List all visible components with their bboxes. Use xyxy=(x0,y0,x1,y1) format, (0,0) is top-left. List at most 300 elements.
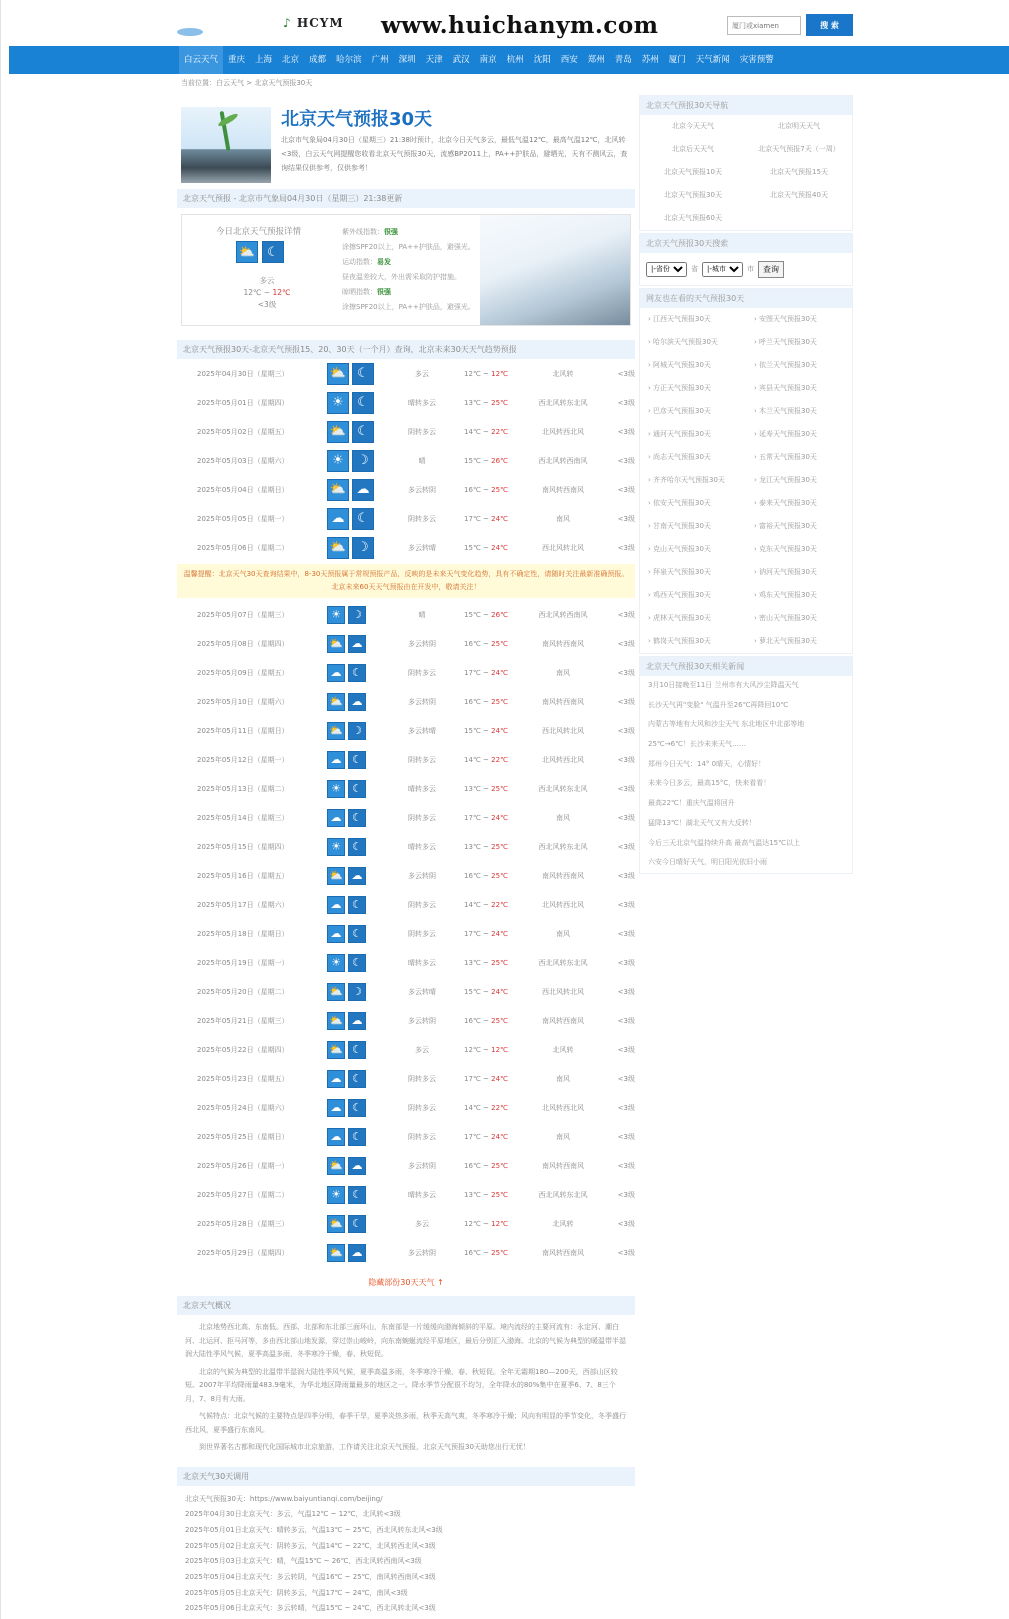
forecast-icons xyxy=(327,1041,393,1059)
forecast-temp: 17℃ ~ 24℃ xyxy=(464,813,508,822)
forecast-date: 2025年05月13日（星期二） xyxy=(197,784,289,793)
side-hot-links xyxy=(640,308,852,653)
side-nav-link[interactable]: 北京天气预报7天（一周） xyxy=(758,145,840,153)
search-input[interactable] xyxy=(727,16,801,35)
forecast-date: 2025年05月12日（星期一） xyxy=(197,755,289,764)
cloudy-icon: ⛅ xyxy=(327,1157,345,1175)
forecast-temp: 15℃ ~ 24℃ xyxy=(464,543,508,552)
forecast-date: 2025年05月25日（星期日） xyxy=(197,1132,289,1141)
forecast-icons xyxy=(327,421,393,443)
forecast-high: 25℃ xyxy=(491,784,508,793)
forecast-weather: 阴转多云 xyxy=(408,900,436,909)
cloudy-night-icon: ☾ xyxy=(352,421,374,443)
forecast-date: 2025年04月30日（星期三） xyxy=(197,369,289,378)
forecast-date: 2025年05月02日（星期五） xyxy=(197,427,289,436)
forecast-high: 24℃ xyxy=(491,543,508,552)
index-name: 晾晒指数： xyxy=(342,288,377,296)
section-today-header: 北京天气预报 - 北京市气象局04月30日（星期三）21:38更新 xyxy=(177,189,635,208)
nav-item[interactable]: 青岛 xyxy=(614,55,632,65)
forecast-temp: 13℃ ~ 25℃ xyxy=(464,842,508,851)
forecast-wind: 西北风转东北风 xyxy=(538,958,588,967)
forecast-low: 12℃ xyxy=(464,1045,481,1054)
overcast-icon: ☁ xyxy=(327,1128,345,1146)
forecast-wind: 西北风转东北风 xyxy=(538,398,588,407)
forecast-wind: 南风 xyxy=(556,813,570,822)
cloudy-night-icon: ☾ xyxy=(348,838,366,856)
side-nav-link[interactable]: 北京后天天气 xyxy=(672,145,714,153)
overcast-icon: ☁ xyxy=(348,1157,366,1175)
forecast-high: 25℃ xyxy=(491,1190,508,1199)
cloudy-icon: ⛅ xyxy=(327,421,349,443)
forecast-row xyxy=(177,803,635,832)
side-hot-link[interactable]: › 甘南天气预报30天 xyxy=(648,522,711,530)
forecast-temp: 16℃ ~ 25℃ xyxy=(464,697,508,706)
forecast-wind: 南风转西南风 xyxy=(542,1248,584,1257)
forecast-date: 2025年05月20日（星期二） xyxy=(197,987,289,996)
forecast-icons xyxy=(327,838,393,856)
today-panel xyxy=(181,214,631,326)
forecast-weather: 多云 xyxy=(415,1219,429,1228)
intro xyxy=(177,95,635,187)
overcast-icon: ☁ xyxy=(327,896,345,914)
cloudy-icon: ⛅ xyxy=(327,635,345,653)
forecast-wind: 西北风转北风 xyxy=(542,987,584,996)
forecast-weather: 多云转阴 xyxy=(408,1016,436,1025)
forecast-weather: 阴转多云 xyxy=(408,929,436,938)
side-hot-box xyxy=(639,288,853,654)
forecast-wind: 西北风转北风 xyxy=(542,726,584,735)
cloudy-night-icon: ☾ xyxy=(348,780,366,798)
forecast-high: 26℃ xyxy=(491,456,508,465)
forecast-low: 16℃ xyxy=(464,697,481,706)
forecast-weather: 阴转多云 xyxy=(408,514,436,523)
nav-item[interactable]: 白云天气 xyxy=(179,46,223,74)
index-name: 运动指数： xyxy=(342,258,377,266)
forecast-level: <3级 xyxy=(617,1190,635,1199)
forecast-icons xyxy=(327,780,393,798)
side-hot-link[interactable]: › 方正天气预报30天 xyxy=(648,384,711,392)
forecast-row xyxy=(177,1093,635,1122)
side-hot-link[interactable]: › 虎林天气预报30天 xyxy=(648,614,711,622)
forecast-level: <3级 xyxy=(617,871,635,880)
nav-item[interactable]: 厦门 xyxy=(668,55,686,65)
side-news-link[interactable]: 今后三天北京气温持续升高 最高气温达15℃以上 xyxy=(648,838,800,847)
forecast-date: 2025年05月17日（星期六） xyxy=(197,900,289,909)
cloudy-icon: ⛅ xyxy=(327,983,345,1001)
cloudy-night-icon: ☾ xyxy=(348,925,366,943)
forecast-low: 15℃ xyxy=(464,610,481,619)
today-wind: <3级 xyxy=(257,300,277,309)
side-news-link[interactable]: 六安今日晴好天气，明日阳光依旧小雨 xyxy=(648,858,767,867)
side-hot-link[interactable]: › 巴彦天气预报30天 xyxy=(648,407,711,415)
forecast-icons xyxy=(327,1244,393,1262)
forecast-icons xyxy=(327,606,393,624)
forecast-icons xyxy=(327,392,393,414)
sunny-icon: ☀ xyxy=(327,780,345,798)
forecast-high: 24℃ xyxy=(491,1132,508,1141)
forecast-wind: 南风 xyxy=(556,1074,570,1083)
sunny-icon: ☀ xyxy=(327,1186,345,1204)
forecast-icons xyxy=(327,751,393,769)
city-select[interactable] xyxy=(702,262,743,277)
forecast-level: <3级 xyxy=(617,726,635,735)
forecast-high: 24℃ xyxy=(491,813,508,822)
cloudy-night-icon: ☾ xyxy=(348,1186,366,1204)
cloudy-night-icon: ☾ xyxy=(348,1099,366,1117)
side-hot-link[interactable]: › 哈尔滨天气预报30天 xyxy=(648,338,718,346)
forecast-low: 12℃ xyxy=(464,1219,481,1228)
search-button[interactable]: 搜 索 xyxy=(806,14,853,36)
forecast-row xyxy=(177,861,635,890)
overcast-icon: ☁ xyxy=(348,635,366,653)
nav-list xyxy=(179,46,779,74)
forecast-row xyxy=(177,629,635,658)
forecast-wind: 西北风转北风 xyxy=(542,543,584,552)
cloudy-night-icon: ☾ xyxy=(352,508,374,530)
forecast-low: 16℃ xyxy=(464,485,481,494)
forecast-level: <3级 xyxy=(617,900,635,909)
side-hot-link[interactable]: › 泰来天气预报30天 xyxy=(754,499,817,507)
nav-item[interactable]: 哈尔滨 xyxy=(336,55,362,65)
side-hot-link[interactable]: › 克东天气预报30天 xyxy=(754,545,817,553)
side-hot-link[interactable]: › 尚志天气预报30天 xyxy=(648,453,711,461)
forecast-weather: 多云转阴 xyxy=(408,639,436,648)
moon-icon: ☽ xyxy=(352,537,374,559)
sidebar xyxy=(639,95,853,876)
forecast-temp: 15℃ ~ 24℃ xyxy=(464,987,508,996)
overview-paragraph: 北京的气候为典型的北温带半湿润大陆性季风气候，夏季高温多雨，冬季寒冷干燥，春、秋短促。全年无霜期180—200天，西部山区较短。2007年平均降雨量483.9毫米，为华北地区降雨量最多的地区之一。降水季节分配很不均匀，全年降水的80%集中在夏季6、7、8三个月，7、8月有大雨。 xyxy=(185,1367,618,1403)
cloudy-icon: ⛅ xyxy=(327,537,349,559)
side-hot-link[interactable]: › 拜泉天气预报30天 xyxy=(648,568,711,576)
forecast-date: 2025年05月26日（星期一） xyxy=(197,1161,289,1170)
side-news-link[interactable]: 郑州今日天气：14° 0晴天，心情好！ xyxy=(648,759,766,768)
forecast-high: 24℃ xyxy=(491,987,508,996)
cloudy-icon: ⛅ xyxy=(327,722,345,740)
overcast-icon: ☁ xyxy=(327,925,345,943)
forecast-wind: 南风转西南风 xyxy=(542,485,584,494)
main-nav xyxy=(9,46,1009,74)
side-hot-link[interactable]: › 鸡西天气预报30天 xyxy=(648,591,711,599)
nav-item[interactable]: 天气新闻 xyxy=(695,55,730,65)
forecast-row xyxy=(177,658,635,687)
forecast-high: 25℃ xyxy=(491,871,508,880)
index-level: 很强 xyxy=(384,228,398,236)
forecast-high: 22℃ xyxy=(491,755,508,764)
forecast-temp: 16℃ ~ 25℃ xyxy=(464,485,508,494)
side-hot-link[interactable]: › 齐齐哈尔天气预报30天 xyxy=(648,476,725,484)
side-hot-link[interactable]: › 鹤岗天气预报30天 xyxy=(648,637,711,645)
hide-forecast-link[interactable]: 隐藏部份30天天气 ↑ xyxy=(368,1278,444,1287)
nav-item[interactable]: 武汉 xyxy=(452,55,470,65)
section-calls-header: 北京天气30天调用 xyxy=(177,1467,635,1486)
forecast-row xyxy=(177,475,635,504)
cloudy-icon: ⛅ xyxy=(327,1012,345,1030)
forecast-low: 14℃ xyxy=(464,900,481,909)
forecast-high: 12℃ xyxy=(491,369,508,378)
forecast-date: 2025年05月19日（星期一） xyxy=(197,958,289,967)
nav-item[interactable]: 郑州 xyxy=(587,55,605,65)
forecast-low: 14℃ xyxy=(464,755,481,764)
forecast-row xyxy=(177,1064,635,1093)
forecast-level: <3级 xyxy=(617,929,635,938)
forecast-temp: 16℃ ~ 25℃ xyxy=(464,871,508,880)
side-nav-link[interactable]: 北京天气预报10天 xyxy=(664,168,722,176)
nav-item[interactable]: 成都 xyxy=(309,55,327,65)
cloudy-icon: ⛅ xyxy=(327,363,349,385)
call-line: 2025年05月03日北京天气：晴，气温15℃ ~ 26℃，西北风转西南风<3级 xyxy=(185,1557,422,1566)
side-hot-link[interactable]: › 龙江天气预报30天 xyxy=(754,476,817,484)
nav-item[interactable]: 天津 xyxy=(425,55,443,65)
forecast-icons xyxy=(327,693,393,711)
forecast-level: <3级 xyxy=(617,668,635,677)
forecast-icons xyxy=(327,1128,393,1146)
forecast-icons xyxy=(327,1070,393,1088)
snow-scene-image xyxy=(480,215,630,326)
forecast-high: 25℃ xyxy=(491,842,508,851)
nav-item[interactable]: 杭州 xyxy=(506,55,524,65)
side-hot-link[interactable]: › 讷河天气预报30天 xyxy=(754,568,817,576)
call-line[interactable]: 北京天气预报30天：https://www.baiyuntianqi.com/beijing/ xyxy=(185,1494,383,1503)
sunny-icon: ☀ xyxy=(327,392,349,414)
forecast-high: 25℃ xyxy=(491,697,508,706)
forecast-row xyxy=(177,417,635,446)
site-url[interactable]: www.huichanym.com xyxy=(381,12,659,39)
forecast-weather: 晴 xyxy=(418,456,426,465)
forecast-level: <3级 xyxy=(617,784,635,793)
side-news-link[interactable]: 25℃→6℃！长沙未来天气…… xyxy=(648,740,746,749)
side-search-title: 北京天气预报30天搜索 xyxy=(640,234,852,253)
forecast-weather: 晴 xyxy=(418,610,426,619)
forecast-weather: 晴转多云 xyxy=(408,784,436,793)
forecast-level: <3级 xyxy=(617,1219,635,1228)
query-button[interactable]: 查询 xyxy=(758,261,784,278)
nav-item[interactable]: 深圳 xyxy=(398,55,416,65)
forecast-high: 26℃ xyxy=(491,610,508,619)
stadium-image xyxy=(181,107,271,183)
side-nav-link[interactable]: 北京天气预报30天 xyxy=(664,191,722,199)
overcast-icon: ☁ xyxy=(327,751,345,769)
side-hot-link[interactable]: › 木兰天气预报30天 xyxy=(754,407,817,415)
overview-paragraph: 到世界著名古都和现代化国际城市北京旅游，工作请关注北京天气预报，北京天气预报30天助您出行无忧！ xyxy=(199,1443,530,1451)
forecast-weather: 多云 xyxy=(415,1045,429,1054)
side-hot-link[interactable]: › 通河天气预报30天 xyxy=(648,430,711,438)
page-title: 北京天气预报30天 xyxy=(281,109,433,130)
nav-item[interactable]: 南京 xyxy=(479,55,497,65)
nav-item[interactable]: 西安 xyxy=(560,55,578,65)
cloudy-icon: ⛅ xyxy=(327,867,345,885)
index-desc: 涂擦SPF20以上，PA++护肤品，避强光。 xyxy=(342,303,475,311)
forecast-low: 16℃ xyxy=(464,639,481,648)
today-temp: 12℃ ~ 12℃ xyxy=(243,288,291,297)
side-hot-link[interactable]: › 萝北天气预报30天 xyxy=(754,637,817,645)
cloudy-icon: ⛅ xyxy=(327,1215,345,1233)
side-hot-link[interactable]: › 江西天气预报30天 xyxy=(648,315,711,323)
call-line: 2025年05月06日北京天气：多云转晴，气温15℃ ~ 24℃，西北风转北风<3级 xyxy=(185,1604,436,1613)
cloudy-icon: ⛅ xyxy=(327,693,345,711)
forecast-row xyxy=(177,388,635,417)
intro-text: 北京市气象局04月30日（星期三）21:38时预计，北京今日天气多云，最低气温12℃，最高气温12℃，北风转<3级，白云天气网提醒您收看北京天气预报30天，流感BP2011上，PA++护肤品，避晒光，天有不测风云，查询结果仅供参考，仅供参考！ xyxy=(281,136,628,172)
forecast-weather: 阴转多云 xyxy=(408,813,436,822)
forecast-date: 2025年05月23日（星期五） xyxy=(197,1074,289,1083)
call-line: 2025年05月05日北京天气：阴转多云，气温17℃ ~ 24℃，南风<3级 xyxy=(185,1588,408,1597)
forecast-temp: 13℃ ~ 25℃ xyxy=(464,784,508,793)
forecast-date: 2025年05月27日（星期二） xyxy=(197,1190,289,1199)
side-news-link[interactable]: 内蒙古等地有大风和沙尘天气 东北地区中北部等地 xyxy=(648,720,805,729)
forecast-icons xyxy=(327,1012,393,1030)
side-hot-link[interactable]: › 安图天气预报30天 xyxy=(754,315,817,323)
side-hot-link[interactable]: › 呼兰天气预报30天 xyxy=(754,338,817,346)
today-high: 12℃ xyxy=(272,288,291,297)
forecast-low: 13℃ xyxy=(464,1190,481,1199)
side-hot-link[interactable]: › 依兰天气预报30天 xyxy=(754,361,817,369)
province-select[interactable] xyxy=(646,262,687,277)
forecast-row xyxy=(177,504,635,533)
forecast-low: 17℃ xyxy=(464,1074,481,1083)
side-news-link[interactable]: 猛降13℃！湖北天气又有大反转！ xyxy=(648,818,756,827)
forecast-weather: 多云 xyxy=(415,369,429,378)
forecast-wind: 北风转西北风 xyxy=(542,755,584,764)
forecast-level: <3级 xyxy=(617,697,635,706)
forecast-date: 2025年05月05日（星期一） xyxy=(197,514,289,523)
index-level: 易发 xyxy=(377,258,391,266)
forecast-low: 16℃ xyxy=(464,871,481,880)
forecast-icons xyxy=(327,809,393,827)
forecast-temp: 13℃ ~ 25℃ xyxy=(464,398,508,407)
forecast-low: 12℃ xyxy=(464,369,481,378)
forecast-low: 13℃ xyxy=(464,958,481,967)
forecast-date: 2025年05月09日（星期五） xyxy=(197,668,289,677)
forecast-level: <3级 xyxy=(617,987,635,996)
forecast-wind: 南风 xyxy=(556,1132,570,1141)
forecast-list-b xyxy=(177,600,635,1267)
nav-item[interactable]: 北京 xyxy=(282,55,300,65)
forecast-date: 2025年05月29日（星期四） xyxy=(197,1248,289,1257)
cloudy-night-icon: ☾ xyxy=(352,392,374,414)
forecast-weather: 阴转多云 xyxy=(408,755,436,764)
forecast-high: 25℃ xyxy=(491,1248,508,1257)
side-hot-link[interactable]: › 鸡东天气预报30天 xyxy=(754,591,817,599)
call-line: 2025年05月02日北京天气：阴转多云，气温14℃ ~ 22℃，北风转西北风<3级 xyxy=(185,1541,436,1550)
forecast-weather: 阴转多云 xyxy=(408,1074,436,1083)
forecast-level: <3级 xyxy=(617,398,635,407)
forecast-wind: 南风转西南风 xyxy=(542,639,584,648)
nav-item[interactable]: 重庆 xyxy=(228,55,246,65)
forecast-wind: 南风转西南风 xyxy=(542,1016,584,1025)
side-news-link[interactable]: 未来今日多云，最高15°C，快来看看！ xyxy=(648,779,771,788)
index-level: 很强 xyxy=(377,288,391,296)
forecast-level: <3级 xyxy=(617,755,635,764)
forecast-temp: 16℃ ~ 25℃ xyxy=(464,1016,508,1025)
forecast-high: 22℃ xyxy=(491,900,508,909)
forecast-level: <3级 xyxy=(617,1248,635,1257)
main-column xyxy=(177,95,635,1619)
forecast-weather: 多云转阴 xyxy=(408,485,436,494)
forecast-weather: 晴转多云 xyxy=(408,398,436,407)
nav-item[interactable]: 苏州 xyxy=(641,55,659,65)
forecast-date: 2025年05月11日（星期日） xyxy=(197,726,289,735)
forecast-icons xyxy=(327,363,393,385)
side-nav-link[interactable]: 北京天气预报40天 xyxy=(770,191,828,199)
forecast-row xyxy=(177,1035,635,1064)
overcast-icon: ☁ xyxy=(327,809,345,827)
index-desc: 涂擦SPF20以上，PA++护肤品，避强光。 xyxy=(342,243,475,251)
side-hot-link[interactable]: › 阿城天气预报30天 xyxy=(648,361,711,369)
cloudy-icon: ⛅ xyxy=(327,1041,345,1059)
sunny-icon: ☀ xyxy=(327,450,349,472)
cloudy-night-icon: ☾ xyxy=(348,809,366,827)
forecast-weather: 多云转晴 xyxy=(408,543,436,552)
overcast-icon: ☁ xyxy=(327,1070,345,1088)
side-nav-link[interactable]: 北京天气预报15天 xyxy=(770,168,828,176)
forecast-row xyxy=(177,977,635,1006)
side-hot-link[interactable]: › 克山天气预报30天 xyxy=(648,545,711,553)
forecast-high: 24℃ xyxy=(491,726,508,735)
forecast-wind: 北风转 xyxy=(552,1219,574,1228)
forecast-temp: 15℃ ~ 24℃ xyxy=(464,726,508,735)
forecast-temp: 14℃ ~ 22℃ xyxy=(464,1103,508,1112)
forecast-level: <3级 xyxy=(617,1103,635,1112)
cloudy-icon: ⛅ xyxy=(327,1244,345,1262)
forecast-wind: 北风转西北风 xyxy=(542,1103,584,1112)
side-news-list xyxy=(640,676,852,873)
nav-item[interactable]: 灾害预警 xyxy=(739,55,774,65)
side-news-link[interactable]: 长沙天气再"变脸" 气温升至26℃再降回10℃ xyxy=(648,700,789,709)
side-hot-link[interactable]: › 五常天气预报30天 xyxy=(754,453,817,461)
nav-item[interactable]: 沈阳 xyxy=(533,55,551,65)
side-news-link[interactable]: 3月10日接晚至11日 兰州市有大风沙尘降温天气 xyxy=(648,681,799,689)
forecast-row xyxy=(177,1238,635,1267)
forecast-list-a xyxy=(177,359,635,562)
side-hot-link[interactable]: › 宾县天气预报30天 xyxy=(754,384,817,392)
forecast-row xyxy=(177,1180,635,1209)
side-hot-link[interactable]: › 富裕天气预报30天 xyxy=(754,522,817,530)
forecast-row xyxy=(177,919,635,948)
forecast-weather: 多云转阴 xyxy=(408,1161,436,1170)
forecast-temp: 17℃ ~ 24℃ xyxy=(464,929,508,938)
overview-paragraph: 气候特点：北京气候的主要特点是四季分明，春季干旱，夏季炎热多雨，秋季天高气爽，冬季寒冷干燥；风向有明显的季节变化，冬季盛行西北风，夏季盛行东南风。 xyxy=(185,1412,626,1434)
side-hot-link[interactable]: › 延寿天气预报30天 xyxy=(754,430,817,438)
side-hot-link[interactable]: › 依安天气预报30天 xyxy=(648,499,711,507)
leaf-icon: ♪ xyxy=(283,16,292,30)
side-news-link[interactable]: 最高22℃！重庆气温将回升 xyxy=(648,799,735,808)
brand-logo[interactable] xyxy=(283,16,344,30)
forecast-wind: 西北风转东北风 xyxy=(538,1190,588,1199)
forecast-level: <3级 xyxy=(617,369,635,378)
forecast-row xyxy=(177,1006,635,1035)
call-line: 2025年05月01日北京天气：晴转多云，气温13℃ ~ 25℃，西北风转东北风<3级 xyxy=(185,1525,443,1534)
forecast-icons xyxy=(327,983,393,1001)
moon-icon: ☽ xyxy=(348,983,366,1001)
forecast-icons xyxy=(327,722,393,740)
overcast-icon: ☁ xyxy=(327,664,345,682)
forecast-high: 25℃ xyxy=(491,1161,508,1170)
index-name: 紫外线指数： xyxy=(342,228,384,236)
forecast-wind: 北风转 xyxy=(552,369,574,378)
forecast-level: <3级 xyxy=(617,1016,635,1025)
nav-item[interactable]: 广州 xyxy=(371,55,389,65)
forecast-row xyxy=(177,716,635,745)
nav-item[interactable]: 上海 xyxy=(255,55,273,65)
forecast-date: 2025年05月18日（星期日） xyxy=(197,929,289,938)
overview-paragraph: 北京地势西北高、东南低。西部、北部和东北部三面环山，东南部是一片缓缓向渤海倾斜的平原。境内流经的主要河流有：永定河、潮白河、北运河、拒马河等，多由西北部山地发源，穿过崇山峻岭，向东南蜿蜒流经平原地区，最后分别汇入渤海。北京的气候为典型的暖温带半湿润大陆性季风气候，夏季高温多雨，冬季寒冷干燥，春、秋短促。 xyxy=(185,1323,626,1358)
side-nav-link[interactable]: 北京天气预报60天 xyxy=(664,214,722,222)
forecast-weather: 多云转阴 xyxy=(408,1248,436,1257)
breadcrumb: 当前位置：白云天气 > 北京天气预报30天 xyxy=(181,79,313,87)
side-nav-link[interactable]: 北京今天天气 xyxy=(672,122,714,130)
side-nav-link[interactable]: 北京明天天气 xyxy=(778,122,820,130)
cloudy-night-icon: ☾ xyxy=(348,954,366,972)
side-hot-link[interactable]: › 密山天气预报30天 xyxy=(754,614,817,622)
